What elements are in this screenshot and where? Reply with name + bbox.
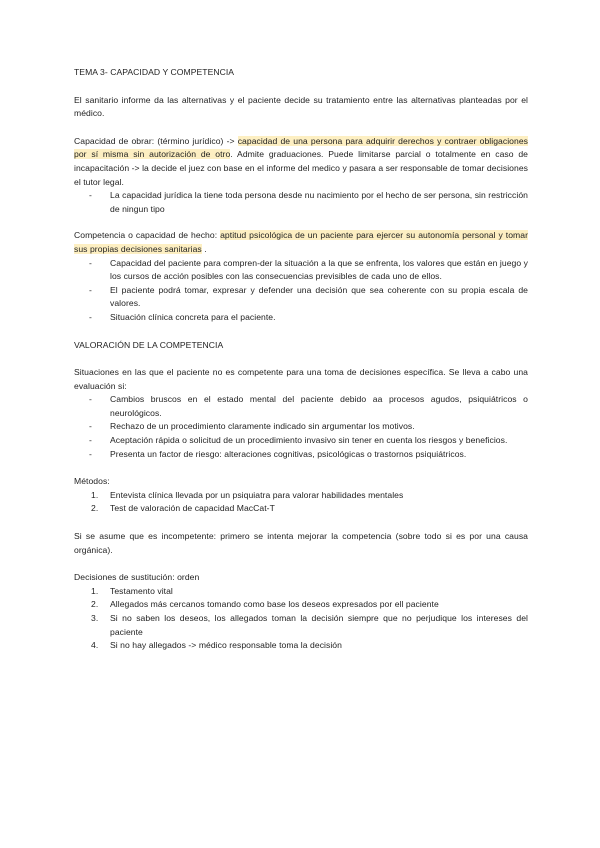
list-item [74, 311, 528, 325]
capacidad-obrar-list [74, 189, 528, 216]
dash-bullet: - [89, 435, 92, 446]
capacidad-obrar-lead: Capacidad de obrar: (término jurídico) -> [74, 135, 238, 146]
list-item [74, 284, 528, 311]
sustitucion-heading: Decisiones de sustitución: orden [74, 572, 200, 583]
list-number: 4. [91, 640, 99, 651]
list-item [74, 434, 528, 448]
dash-bullet: - [89, 190, 92, 201]
dash-bullet: - [89, 421, 92, 432]
intro-paragraph: El sanitario informe da las alternativas y el paciente decide su tratamiento entre las alternativas planteadas por el médico. [74, 94, 528, 119]
list-number: 1. [91, 489, 99, 500]
dash-bullet: - [89, 394, 92, 405]
list-item [74, 612, 528, 639]
list-item-text: Situación clínica concreta para el paciente. [110, 311, 276, 322]
metodos-heading: Métodos: [74, 476, 110, 487]
list-item-text: La capacidad jurídica la tiene toda persona desde nu nacimiento por el hecho de ser persona, sin restricción de ningun tipo [110, 190, 528, 214]
list-item [74, 393, 528, 420]
list-item-text: Si no hay allegados -> médico responsable toma la decisión [110, 640, 342, 651]
list-item [74, 420, 528, 434]
list-item-text: Capacidad del paciente para compren-der la situación a la que se enfrenta, los valores que están en juego y los cursos de acción posibles con las consecuencias previsibles de cada uno de ellos. [110, 257, 528, 282]
list-item [74, 598, 528, 612]
list-item [74, 585, 528, 599]
list-item-text: Rechazo de un procedimiento claramente indicado sin argumentar los motivos. [110, 421, 415, 432]
capacidad-obrar-highlight: capacidad de una persona para adquirir derechos y contraer obligaciones por sí misma sin autorización de otro [74, 135, 528, 160]
competencia-highlight: aptitud psicológica de un paciente para ejercer su autonomía personal y tomar sus propias decisiones sanitarias [74, 230, 528, 254]
capacidad-obrar-rest: . Admite graduaciones. Puede limitarse parcial o totalmente en caso de incapacitación -> la decide el juez con base en el informe del medico y pasara a ser responsable de tomar decisiones el tutor legal. [74, 149, 529, 187]
list-item-text: Cambios bruscos en el estado mental del paciente debido aa procesos agudos, psiquiátricos o neurológicos. [110, 394, 528, 418]
list-item-text: Allegados más cercanos tomando como base los deseos expresados por ell paciente [110, 599, 439, 610]
incompetente-paragraph: Si se asume que es incompetente: primero se intenta mejorar la competencia (sobre todo si es por una causa orgánica). [74, 531, 528, 555]
valoracion-list [74, 393, 528, 461]
document-page [74, 66, 528, 653]
dash-bullet: - [89, 448, 92, 459]
list-item-text: El paciente podrá tomar, expresar y defender una decisión que sea coherente con su propia escala de valores. [110, 284, 528, 309]
capacidad-obrar-paragraph [74, 135, 528, 189]
list-item-text: Si no saben los deseos, los allegados toman la decisión siempre que no perjudique los intereses del paciente [110, 613, 528, 637]
list-number: 3. [91, 613, 99, 623]
list-number: 1. [91, 585, 99, 596]
dash-bullet: - [89, 257, 92, 268]
situaciones-paragraph: Situaciones en las que el paciente no es competente para una toma de decisiones específica. Se lleva a cabo una evaluación si: [74, 367, 528, 391]
list-item [74, 502, 528, 516]
competencia-paragraph [74, 229, 528, 256]
list-item-text: Test de valoración de capacidad MacCat-T [110, 503, 275, 514]
competencia-list [74, 257, 528, 325]
list-number: 2. [91, 503, 99, 514]
list-item [74, 489, 528, 503]
list-item [74, 189, 528, 216]
list-number: 2. [91, 599, 99, 610]
list-item [74, 639, 528, 653]
dash-bullet: - [89, 311, 92, 322]
list-item-text: Entevista clínica llevada por un psiquiatra para valorar habilidades mentales [110, 489, 404, 500]
list-item [74, 257, 528, 284]
valoracion-heading: VALORACIÓN DE LA COMPETENCIA [74, 339, 224, 350]
competencia-rest: . [201, 243, 207, 254]
competencia-lead: Competencia o capacidad de hecho: [74, 230, 221, 241]
dash-bullet: - [89, 284, 92, 295]
sustitucion-list [74, 585, 528, 653]
list-item-text: Testamento vital [110, 585, 173, 596]
list-item-text: Presenta un factor de riesgo: alteraciones cognitivas, psicológicas o trastornos psiquiátricos. [110, 448, 467, 459]
list-item [74, 448, 528, 462]
metodos-list [74, 489, 528, 516]
document-title: TEMA 3- CAPACIDAD Y COMPETENCIA [74, 67, 235, 77]
list-item-text: Aceptación rápida o solicitud de un procedimiento invasivo sin tener en cuenta los riesgos y beneficios. [110, 435, 508, 446]
